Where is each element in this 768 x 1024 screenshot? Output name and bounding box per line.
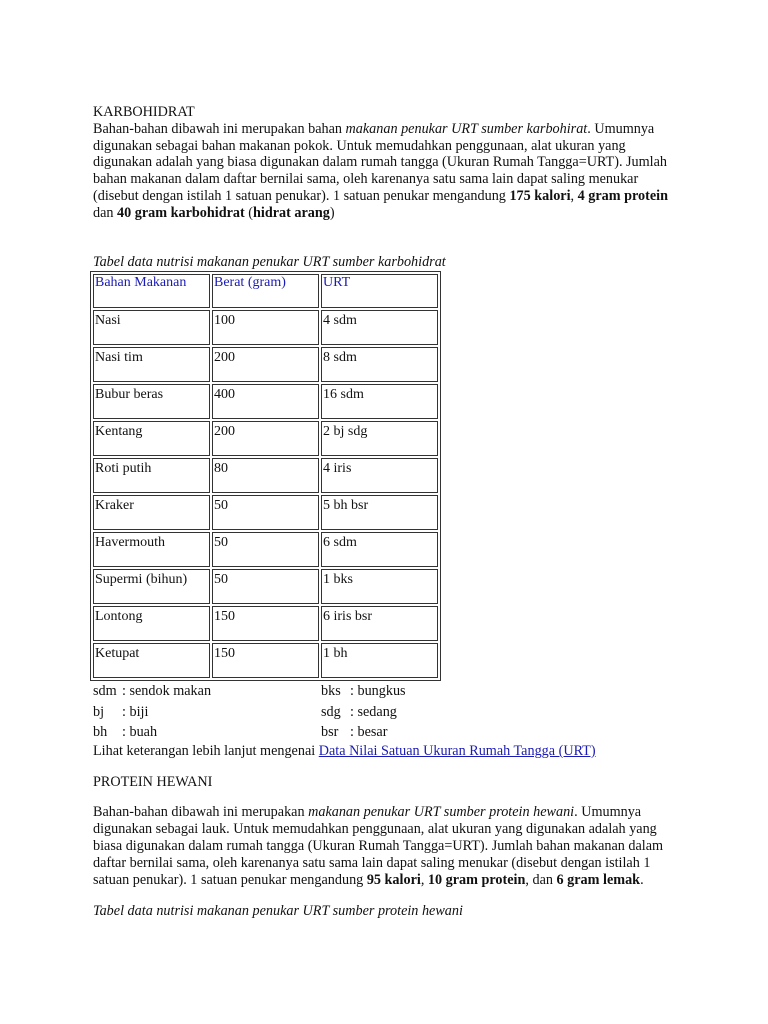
table-cell: 200 (212, 421, 319, 456)
abbreviation-legend (93, 681, 693, 743)
legend-desc: : bungkus (350, 683, 406, 700)
header-cell: Bahan Makanan (93, 274, 210, 308)
legend-abbr: bks (321, 683, 341, 700)
legend-abbr: bh (93, 724, 108, 741)
karbohidrat-paragraph: Bahan-bahan dibawah ini merupakan bahan makanan penukar URT sumber karbohirat. Umumnya digunakan sebagai bahan makanan pokok. Untuk memudahkan penggunaan, alat ukuran yang digunakan adalah yang biasa digunakan dalam rumah tangga (Ukuran Rumah Tangga=URT). Jumlah bahan makanan dalam daftar bernilai sama, oleh karenanya satu sama lain dapat saling menukar (disebut dengan istilah 1 satuan penukar). 1 satuan penukar mengandung 175 kalori, 4 gram protein dan 40 gram karbohidrat (hidrat arang) (93, 120, 669, 221)
table-cell: 50 (212, 569, 319, 604)
table-cell: 100 (212, 310, 319, 345)
table-cell: 4 sdm (321, 310, 438, 345)
more-info-line: Lihat keterangan lebih lanjut mengenai Data Nilai Satuan Ukuran Rumah Tangga (URT) (93, 742, 596, 759)
table-cell: 1 bh (321, 643, 438, 678)
protein-paragraph: Bahan-bahan dibawah ini merupakan makanan penukar URT sumber protein hewani. Umumnya digunakan sebagai lauk. Untuk memudahkan penggunaan, alat ukuran yang digunakan adalah yang biasa digunakan dalam rumah tangga (Ukuran Rumah Tangga=URT). Jumlah bahan makanan dalam daftar bernilai sama, oleh karenanya satu sama lain dapat saling menukar (disebut dengan istilah 1 satuan penukar). 1 satuan penukar mengandung 95 kalori, 10 gram protein, dan 6 gram lemak. (93, 804, 664, 888)
table-cell: 200 (212, 347, 319, 382)
legend-row (93, 681, 693, 702)
urt-data-link[interactable]: Data Nilai Satuan Ukuran Rumah Tangga (URT) (318, 742, 596, 759)
legend-row (93, 702, 693, 723)
legend-row (93, 722, 693, 743)
table-row (93, 495, 438, 530)
table-cell: Havermouth (93, 532, 210, 567)
table-cell: 50 (212, 495, 319, 530)
table-header-row (93, 274, 438, 308)
section-title-karbohidrat: KARBOHIDRAT (93, 104, 195, 120)
table-cell: 400 (212, 384, 319, 419)
legend-abbr: bsr (321, 724, 339, 741)
legend-desc: : besar (350, 724, 388, 741)
legend-desc: : biji (122, 703, 149, 720)
karbohidrat-table (90, 271, 441, 681)
table-cell: Bubur beras (93, 384, 210, 419)
table-cell: Roti putih (93, 458, 210, 493)
table-cell: 6 sdm (321, 532, 438, 567)
table-cell: 80 (212, 458, 319, 493)
table-cell: 16 sdm (321, 384, 438, 419)
table-cell: Supermi (bihun) (93, 569, 210, 604)
table-row (93, 458, 438, 493)
table-cell: Kraker (93, 495, 210, 530)
legend-abbr: bj (93, 703, 105, 720)
document-body (93, 104, 693, 920)
table-caption-protein: Tabel data nutrisi makanan penukar URT sumber protein hewani (93, 903, 463, 920)
legend-abbr: sdm (93, 683, 117, 700)
legend-desc: : sendok makan (122, 683, 212, 700)
table-cell: 4 iris (321, 458, 438, 493)
table-cell: Ketupat (93, 643, 210, 678)
table-cell: 1 bks (321, 569, 438, 604)
table-row (93, 569, 438, 604)
table-cell: 5 bh bsr (321, 495, 438, 530)
table-row (93, 310, 438, 345)
header-cell: Berat (gram) (212, 274, 319, 308)
table-row (93, 421, 438, 456)
table-cell: 2 bj sdg (321, 421, 438, 456)
table-row (93, 384, 438, 419)
table-cell: Kentang (93, 421, 210, 456)
table-cell: Lontong (93, 606, 210, 641)
legend-desc: : sedang (350, 703, 397, 720)
table-cell: 150 (212, 606, 319, 641)
table-caption-karbohidrat: Tabel data nutrisi makanan penukar URT sumber karbohidrat (93, 253, 446, 270)
legend-desc: : buah (122, 724, 158, 741)
table-row (93, 532, 438, 567)
table-cell: 8 sdm (321, 347, 438, 382)
legend-abbr: sdg (321, 703, 341, 720)
table-cell: Nasi tim (93, 347, 210, 382)
table-row (93, 347, 438, 382)
table-cell: Nasi (93, 310, 210, 345)
table-cell: 50 (212, 532, 319, 567)
section-title-protein: PROTEIN HEWANI (93, 773, 213, 790)
table-cell: 150 (212, 643, 319, 678)
table-row (93, 606, 438, 641)
table-cell: 6 iris bsr (321, 606, 438, 641)
table-row (93, 643, 438, 678)
header-cell: URT (321, 274, 438, 308)
